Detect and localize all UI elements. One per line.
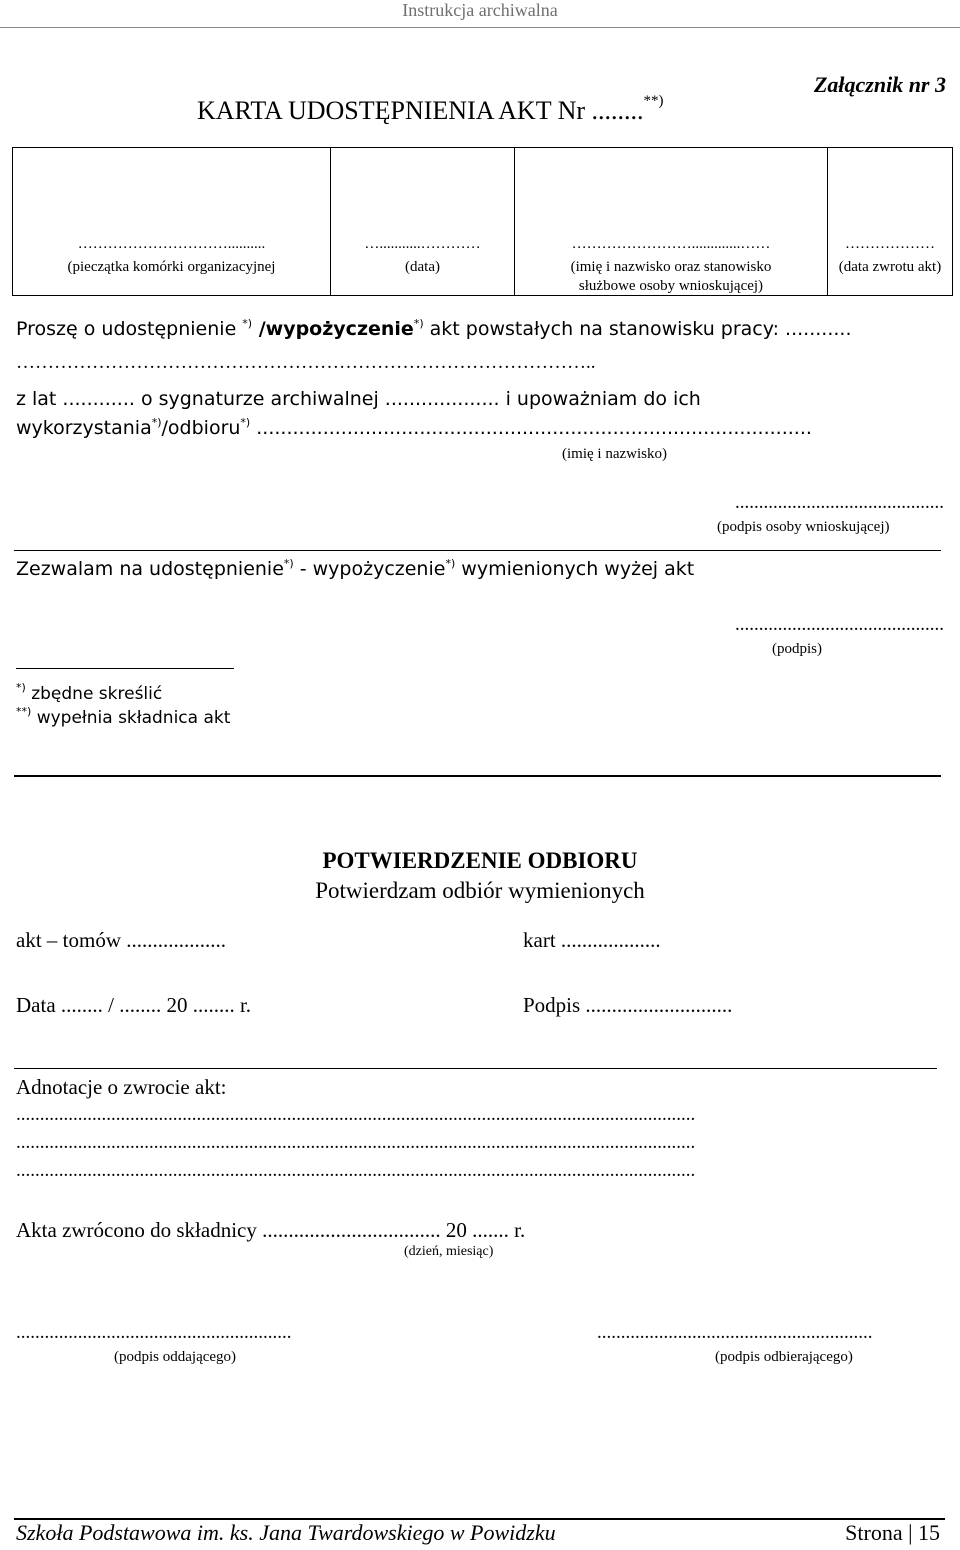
box-requester-caption: (imię i nazwisko oraz stanowisko służbowe osoby wnioskującej) bbox=[570, 259, 772, 294]
return-notes-label: Adnotacje o zwrocie akt: bbox=[16, 1075, 227, 1099]
name-caption: (imię i nazwisko) bbox=[562, 446, 667, 462]
footnote-1-mark: *) bbox=[16, 681, 26, 694]
section-rule-1 bbox=[14, 550, 941, 551]
receipt-heading: POTWIERDZENIE ODBIORU bbox=[322, 848, 638, 873]
request-mark-1: *) bbox=[242, 317, 253, 330]
approval-mark-2: *) bbox=[445, 557, 456, 570]
form-title-mark: **) bbox=[643, 93, 664, 109]
request-text-2: /wypożyczenie bbox=[252, 318, 414, 340]
footnote-rule bbox=[16, 668, 234, 669]
approval-text-1: Zezwalam na udostępnienie bbox=[16, 558, 284, 580]
box-return-date-caption: (data zwrotu akt) bbox=[838, 259, 942, 275]
box-return-date bbox=[827, 147, 953, 296]
attachment-label: Załącznik nr 3 bbox=[813, 72, 946, 97]
form-title-text: KARTA UDOSTĘPNIENIA AKT Nr ........ bbox=[197, 96, 644, 125]
request-dots-line: ……………………………………………………………………………….. bbox=[16, 352, 596, 373]
request-mark-4: *) bbox=[240, 416, 251, 429]
running-header: Instrukcja archiwalna bbox=[402, 0, 558, 20]
return-notes-line-1: ............................................................................................................................................... bbox=[16, 1104, 696, 1125]
box-requester bbox=[514, 147, 828, 296]
box-stamp-dots: ………………………….......... bbox=[77, 236, 266, 252]
receipt-signature: Podpis ............................ bbox=[523, 993, 733, 1017]
receiver-signature-caption: (podpis odbierającego) bbox=[715, 1349, 853, 1365]
request-mark-2: *) bbox=[413, 317, 424, 330]
approval-mark-1: *) bbox=[283, 557, 294, 570]
giver-signature-caption: (podpis oddającego) bbox=[114, 1349, 237, 1365]
receipt-subheading: Potwierdzam odbiór wymienionych bbox=[315, 878, 645, 903]
giver-signature-dots: .......................................................... bbox=[16, 1322, 292, 1343]
box-return-date-dots: ……………… bbox=[845, 236, 935, 252]
receipt-volumes: akt – tomów ................... bbox=[16, 928, 226, 952]
form-title bbox=[197, 93, 664, 126]
box-date-dots: …...........………… bbox=[364, 236, 481, 252]
header-rule bbox=[0, 27, 960, 28]
request-line-2: z lat ............ o sygnaturze archiwalnej ................... i upoważniam do ich bbox=[16, 388, 701, 410]
requester-signature-dots: ............................................ bbox=[735, 492, 944, 513]
returned-line: Akta zwrócono do składnicy .................................. 20 ....... r. bbox=[16, 1218, 526, 1242]
approval-text-2: - wypożyczenie bbox=[293, 558, 446, 580]
receiver-signature-dots: .......................................................... bbox=[597, 1322, 873, 1343]
return-notes-line-2: ............................................................................................................................................... bbox=[16, 1132, 696, 1153]
box-date bbox=[330, 147, 515, 296]
footnote-2 bbox=[16, 705, 231, 728]
day-month-caption: (dzień, miesiąc) bbox=[404, 1244, 494, 1259]
requester-signature-caption: (podpis osoby wnioskującej) bbox=[717, 519, 890, 535]
request-mark-3: *) bbox=[151, 416, 162, 429]
footer-page-number: Strona | 15 bbox=[845, 1520, 940, 1545]
footnote-1-text: zbędne skreślić bbox=[25, 684, 163, 704]
approval-line bbox=[16, 558, 694, 580]
section-rule-3 bbox=[14, 1068, 937, 1069]
section-rule-2 bbox=[14, 775, 941, 777]
request-text-4: wykorzystania bbox=[16, 417, 152, 439]
footnote-2-mark: **) bbox=[16, 705, 32, 718]
approval-signature-caption: (podpis) bbox=[772, 641, 822, 657]
box-date-caption: (data) bbox=[405, 259, 440, 275]
request-text-5: /odbioru bbox=[161, 417, 241, 439]
footnote-1 bbox=[16, 681, 163, 704]
return-notes-line-3: ............................................................................................................................................... bbox=[16, 1160, 696, 1181]
footer-school: Szkoła Podstawowa im. ks. Jana Twardowskiego w Powidzku bbox=[16, 1520, 556, 1545]
request-line-3 bbox=[16, 417, 812, 439]
request-line-1 bbox=[16, 318, 852, 340]
request-text-1: Proszę o udostępnienie bbox=[16, 318, 243, 340]
approval-signature-dots: ............................................ bbox=[735, 614, 944, 635]
receipt-date: Data ........ / ........ 20 ........ r. bbox=[16, 993, 252, 1017]
approval-text-3: wymienionych wyżej akt bbox=[455, 558, 695, 580]
receipt-cards: kart ................... bbox=[523, 928, 661, 952]
request-text-6: ............................................................................................ bbox=[250, 417, 812, 439]
request-text-3: akt powstałych na stanowisku pracy: ........... bbox=[423, 318, 852, 340]
footnote-2-text: wypełnia składnica akt bbox=[31, 708, 231, 728]
box-requester-dots: …………………….............…… bbox=[571, 236, 771, 252]
box-stamp-caption: (pieczątka komórki organizacyjnej bbox=[67, 259, 276, 275]
box-stamp bbox=[12, 147, 331, 296]
